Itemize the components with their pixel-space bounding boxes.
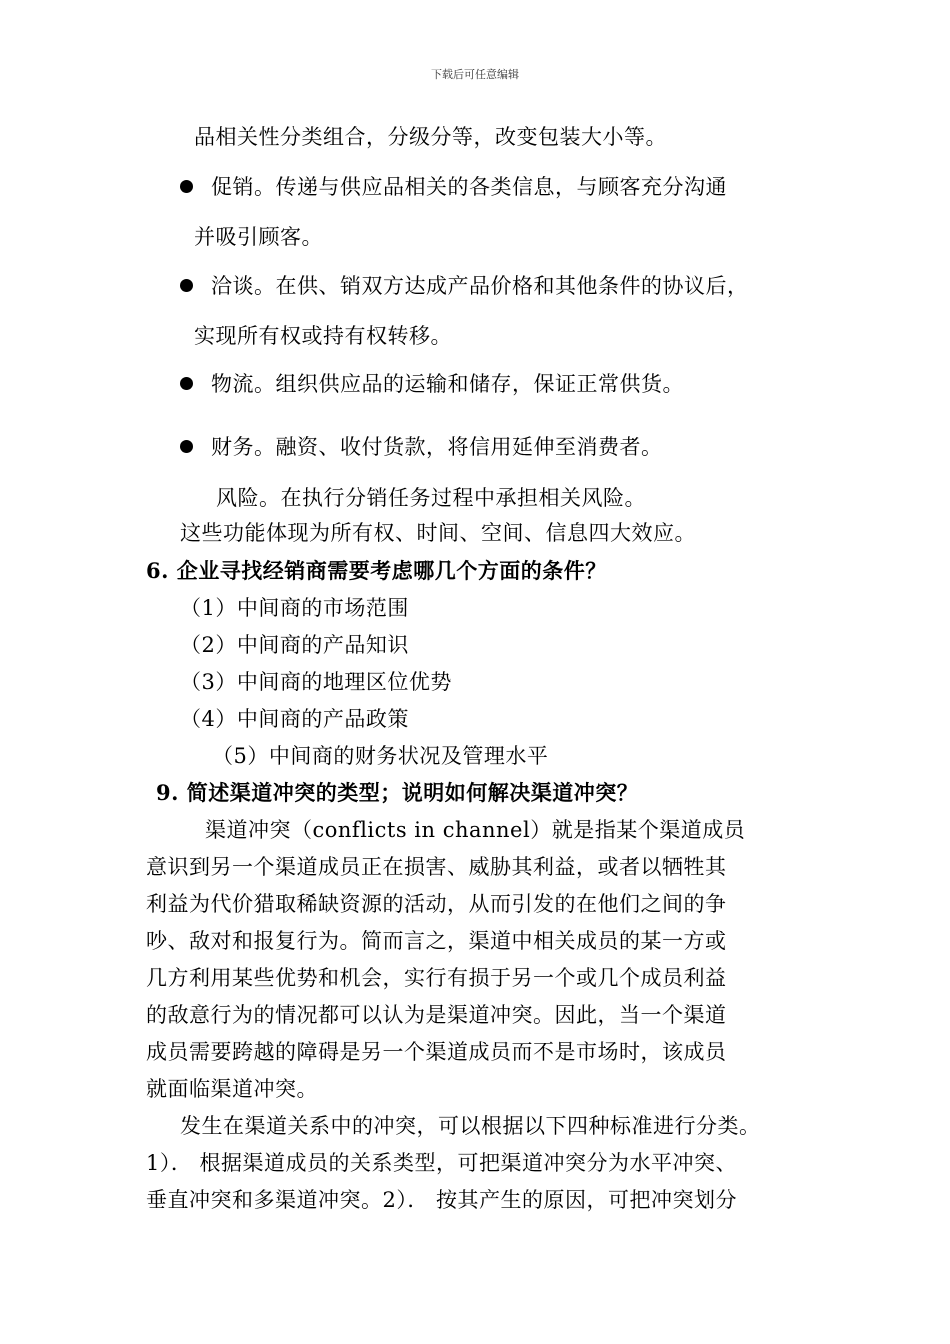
bullet-icon <box>180 180 193 193</box>
bullet-icon <box>180 440 193 453</box>
question-heading: 9. 简述渠道冲突的类型；说明如何解决渠道冲突？ <box>156 780 639 805</box>
paragraph-line: 利益为代价猎取稀缺资源的活动，从而引发的在他们之间的争 <box>146 892 727 916</box>
paragraph-line: 意识到另一个渠道成员正在损害、威胁其利益，或者以牺牲其 <box>146 855 727 879</box>
bullet-text-continued: 实现所有权或持有权转移。 <box>194 324 452 348</box>
list-item: （1）中间商的市场范围 <box>180 596 409 620</box>
bullet-text: 洽谈。在供、销双方达成产品价格和其他条件的协议后， <box>211 274 749 298</box>
bullet-icon <box>180 279 193 292</box>
page-header: 下载后可任意编辑 <box>431 68 519 81</box>
list-item: （3）中间商的地理区位优势 <box>180 670 452 694</box>
paragraph-line: 1）． 根据渠道成员的关系类型，可把渠道冲突分为水平冲突、 <box>146 1151 738 1175</box>
list-item: （2）中间商的产品知识 <box>180 633 409 657</box>
paragraph-line: 成员需要跨越的障碍是另一个渠道成员而不是市场时，该成员 <box>146 1040 727 1064</box>
list-item: （5）中间商的财务状况及管理水平 <box>212 744 549 768</box>
bullet-text: 物流。组织供应品的运输和储存，保证正常供货。 <box>211 372 684 396</box>
question-heading: 6. 企业寻找经销商需要考虑哪几个方面的条件？ <box>146 558 607 583</box>
list-item: （4）中间商的产品政策 <box>180 707 409 731</box>
bullet-text-continued: 并吸引顾客。 <box>194 225 323 249</box>
text-line: 风险。在执行分销任务过程中承担相关风险。 <box>216 486 646 510</box>
paragraph-line: 渠道冲突（conflicts in channel）就是指某个渠道成员 <box>205 818 746 842</box>
paragraph-line: 的敌意行为的情况都可以认为是渠道冲突。因此，当一个渠道 <box>146 1003 727 1027</box>
paragraph-line: 垂直冲突和多渠道冲突。2）． 按其产生的原因，可把冲突划分 <box>146 1188 738 1212</box>
paragraph-line: 几方利用某些优势和机会，实行有损于另一个或几个成员利益 <box>146 966 727 990</box>
paragraph-line: 就面临渠道冲突。 <box>146 1077 318 1101</box>
bullet-icon <box>180 377 193 390</box>
paragraph-line: 发生在渠道关系中的冲突，可以根据以下四种标准进行分类。 <box>180 1114 761 1138</box>
text-line: 品相关性分类组合，分级分等，改变包装大小等。 <box>194 125 667 149</box>
text-line: 这些功能体现为所有权、时间、空间、信息四大效应。 <box>180 521 696 545</box>
bullet-text: 促销。传递与供应品相关的各类信息，与顾客充分沟通 <box>211 175 727 199</box>
bullet-text: 财务。融资、收付货款，将信用延伸至消费者。 <box>211 435 663 459</box>
paragraph-line: 吵、敌对和报复行为。简而言之，渠道中相关成员的某一方或 <box>146 929 727 953</box>
